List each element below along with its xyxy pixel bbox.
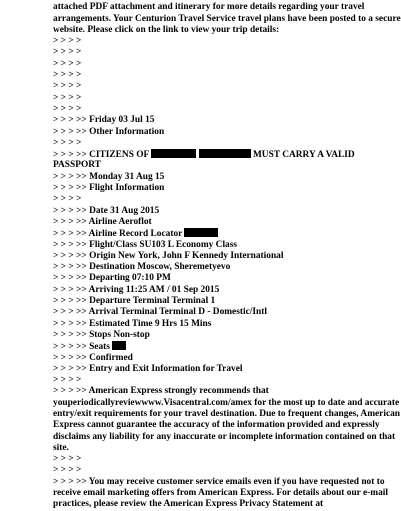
- airline: Airline Aeroflot: [88, 216, 152, 227]
- seats: Seats: [89, 342, 110, 353]
- departure-terminal-line: [53, 296, 353, 307]
- citizens-line: [53, 149, 353, 160]
- stops: Stops Non-stop: [89, 329, 150, 340]
- arriving: Arriving 11:25 AM / 01 Sep 2015: [88, 284, 220, 295]
- seats-line: [53, 341, 353, 352]
- quote-prefix: > > > >>: [53, 239, 87, 250]
- quote-line: > > > >: [53, 70, 82, 81]
- other-info-line: [53, 127, 353, 138]
- quote-line: > > > >: [53, 81, 82, 92]
- quote-prefix: > > > >>: [53, 171, 87, 182]
- entry-exit-heading: Entry and Exit Information for Travel: [89, 363, 243, 374]
- amex-text: American Express strongly recommends that: [88, 386, 269, 397]
- quote-line: > > > >: [53, 92, 82, 103]
- intro-line-4: website. Please click on the link to view your trip details:: [53, 24, 280, 35]
- date-header-line: [53, 115, 353, 126]
- quote-prefix: > > > >>: [53, 476, 87, 487]
- email-body: [53, 0, 401, 511]
- redaction-bar: [151, 149, 196, 158]
- flight-date: Date 31 Aug 2015: [89, 205, 160, 216]
- quote-prefix: > > > >>: [53, 329, 87, 340]
- departing-line: [53, 273, 353, 284]
- flight-info-line: [53, 183, 353, 194]
- quote-prefix: > > > >>: [53, 284, 87, 295]
- amex-line-3: entry/exit requirements for your travel destination. Due to frequent changes, American: [53, 408, 401, 419]
- quote-prefix: > > > >>: [53, 307, 87, 318]
- departing: Departing 07:10 PM: [89, 273, 171, 284]
- quote-line: > > > >: [53, 137, 82, 148]
- confirmed-line: [53, 353, 353, 364]
- email-line-3: practices, please review the American Express Privacy Statement at: [53, 499, 324, 510]
- amex-line-4: Express cannot guarantee the accuracy of the information provided and expressly: [53, 420, 380, 431]
- quote-prefix: > > > >>: [53, 250, 87, 261]
- amex-line-2: youperiodicallyreviewwww.Visacentral.com/amex for the most up to date and accurate: [53, 397, 400, 408]
- confirmed: Confirmed: [89, 352, 133, 363]
- quote-line: > > > >: [53, 454, 82, 465]
- arrival-terminal: Arrival Terminal Terminal D - Domestic/Intl: [88, 307, 267, 318]
- flight-class-line: [53, 240, 353, 251]
- departure-terminal: Departure Terminal Terminal 1: [89, 296, 216, 307]
- email-text: You may receive customer service emails even if you have requested not to: [88, 476, 385, 487]
- quote-prefix: > > > >>: [53, 205, 87, 216]
- destination: Destination Moscow, Sheremetyevo: [89, 262, 231, 273]
- quote-prefix: > > > >>: [53, 216, 87, 227]
- record-locator: Airline Record Locator: [88, 229, 183, 240]
- redaction-bar: [184, 228, 218, 237]
- arriving-line: [53, 285, 353, 296]
- quote-prefix: > > > >>: [53, 296, 87, 307]
- origin-line: [53, 251, 353, 262]
- estimated-time: Estimated Time 9 Hrs 15 Mins: [89, 318, 212, 329]
- quote-prefix: > > > >>: [53, 115, 87, 126]
- quote-line: > > > >: [53, 103, 82, 114]
- flight-info-heading: Flight Information: [89, 183, 165, 194]
- email-line-2: receive email marketing offers from American Express. For details about our e-mail: [53, 488, 389, 499]
- other-info-heading: Other Information: [89, 126, 165, 137]
- quote-prefix: > > > >>: [53, 363, 87, 374]
- quote-prefix: > > > >>: [53, 342, 87, 353]
- quote-prefix: > > > >>: [53, 150, 87, 161]
- flight-class: Flight/Class SU103 L Economy Class: [89, 239, 238, 250]
- email-line-1: [53, 476, 385, 488]
- quote-prefix: > > > >>: [53, 352, 87, 363]
- citizens-text: CITIZENS OF: [89, 150, 149, 161]
- arrival-terminal-line: [53, 307, 353, 318]
- monday-line: [53, 172, 353, 183]
- redaction-bar: [112, 341, 126, 350]
- stops-line: [53, 330, 353, 341]
- quote-line: > > > >: [53, 47, 82, 58]
- destination-line: [53, 262, 353, 273]
- citizens-text-end: MUST CARRY A VALID: [252, 150, 355, 161]
- quote-prefix: > > > >>: [53, 126, 87, 137]
- date-header: Friday 03 Jul 15: [89, 115, 155, 126]
- amex-line-5: disclaims any liability for any inaccurate or incomplete information contained on that: [53, 431, 396, 442]
- intro-line-2: attached PDF attachment and itinerary for more details regarding your travel: [53, 2, 365, 13]
- estimated-time-line: [53, 319, 353, 330]
- intro-line-3: arrangements. Your Centurion Travel Service travel plans have been posted to a secure: [53, 13, 401, 24]
- quote-line: > > > >: [53, 375, 82, 386]
- amex-line-1: [53, 386, 353, 397]
- quote-prefix: > > > >>: [53, 273, 87, 284]
- quote-prefix: > > > >>: [53, 386, 87, 397]
- quote-prefix: > > > >>: [53, 183, 87, 194]
- quote-prefix: > > > >>: [53, 262, 87, 273]
- quote-prefix: > > > >>: [53, 318, 87, 329]
- airline-line: [53, 217, 353, 228]
- amex-line-6: site.: [53, 442, 69, 453]
- date-line: [53, 206, 353, 217]
- quote-line: > > > >: [53, 58, 82, 69]
- quote-line: > > > >: [53, 465, 82, 476]
- quote-line: > > > >: [53, 194, 82, 205]
- quote-line: > > > >: [53, 36, 82, 47]
- monday-date: Monday 31 Aug 15: [89, 171, 165, 182]
- record-locator-line: [53, 228, 353, 239]
- origin: Origin New York, John F Kennedy International: [89, 250, 284, 261]
- redaction-bar: [199, 149, 251, 158]
- passport-line: PASSPORT: [53, 160, 101, 171]
- quote-prefix: > > > >>: [53, 229, 87, 240]
- entry-exit-line: [53, 364, 353, 375]
